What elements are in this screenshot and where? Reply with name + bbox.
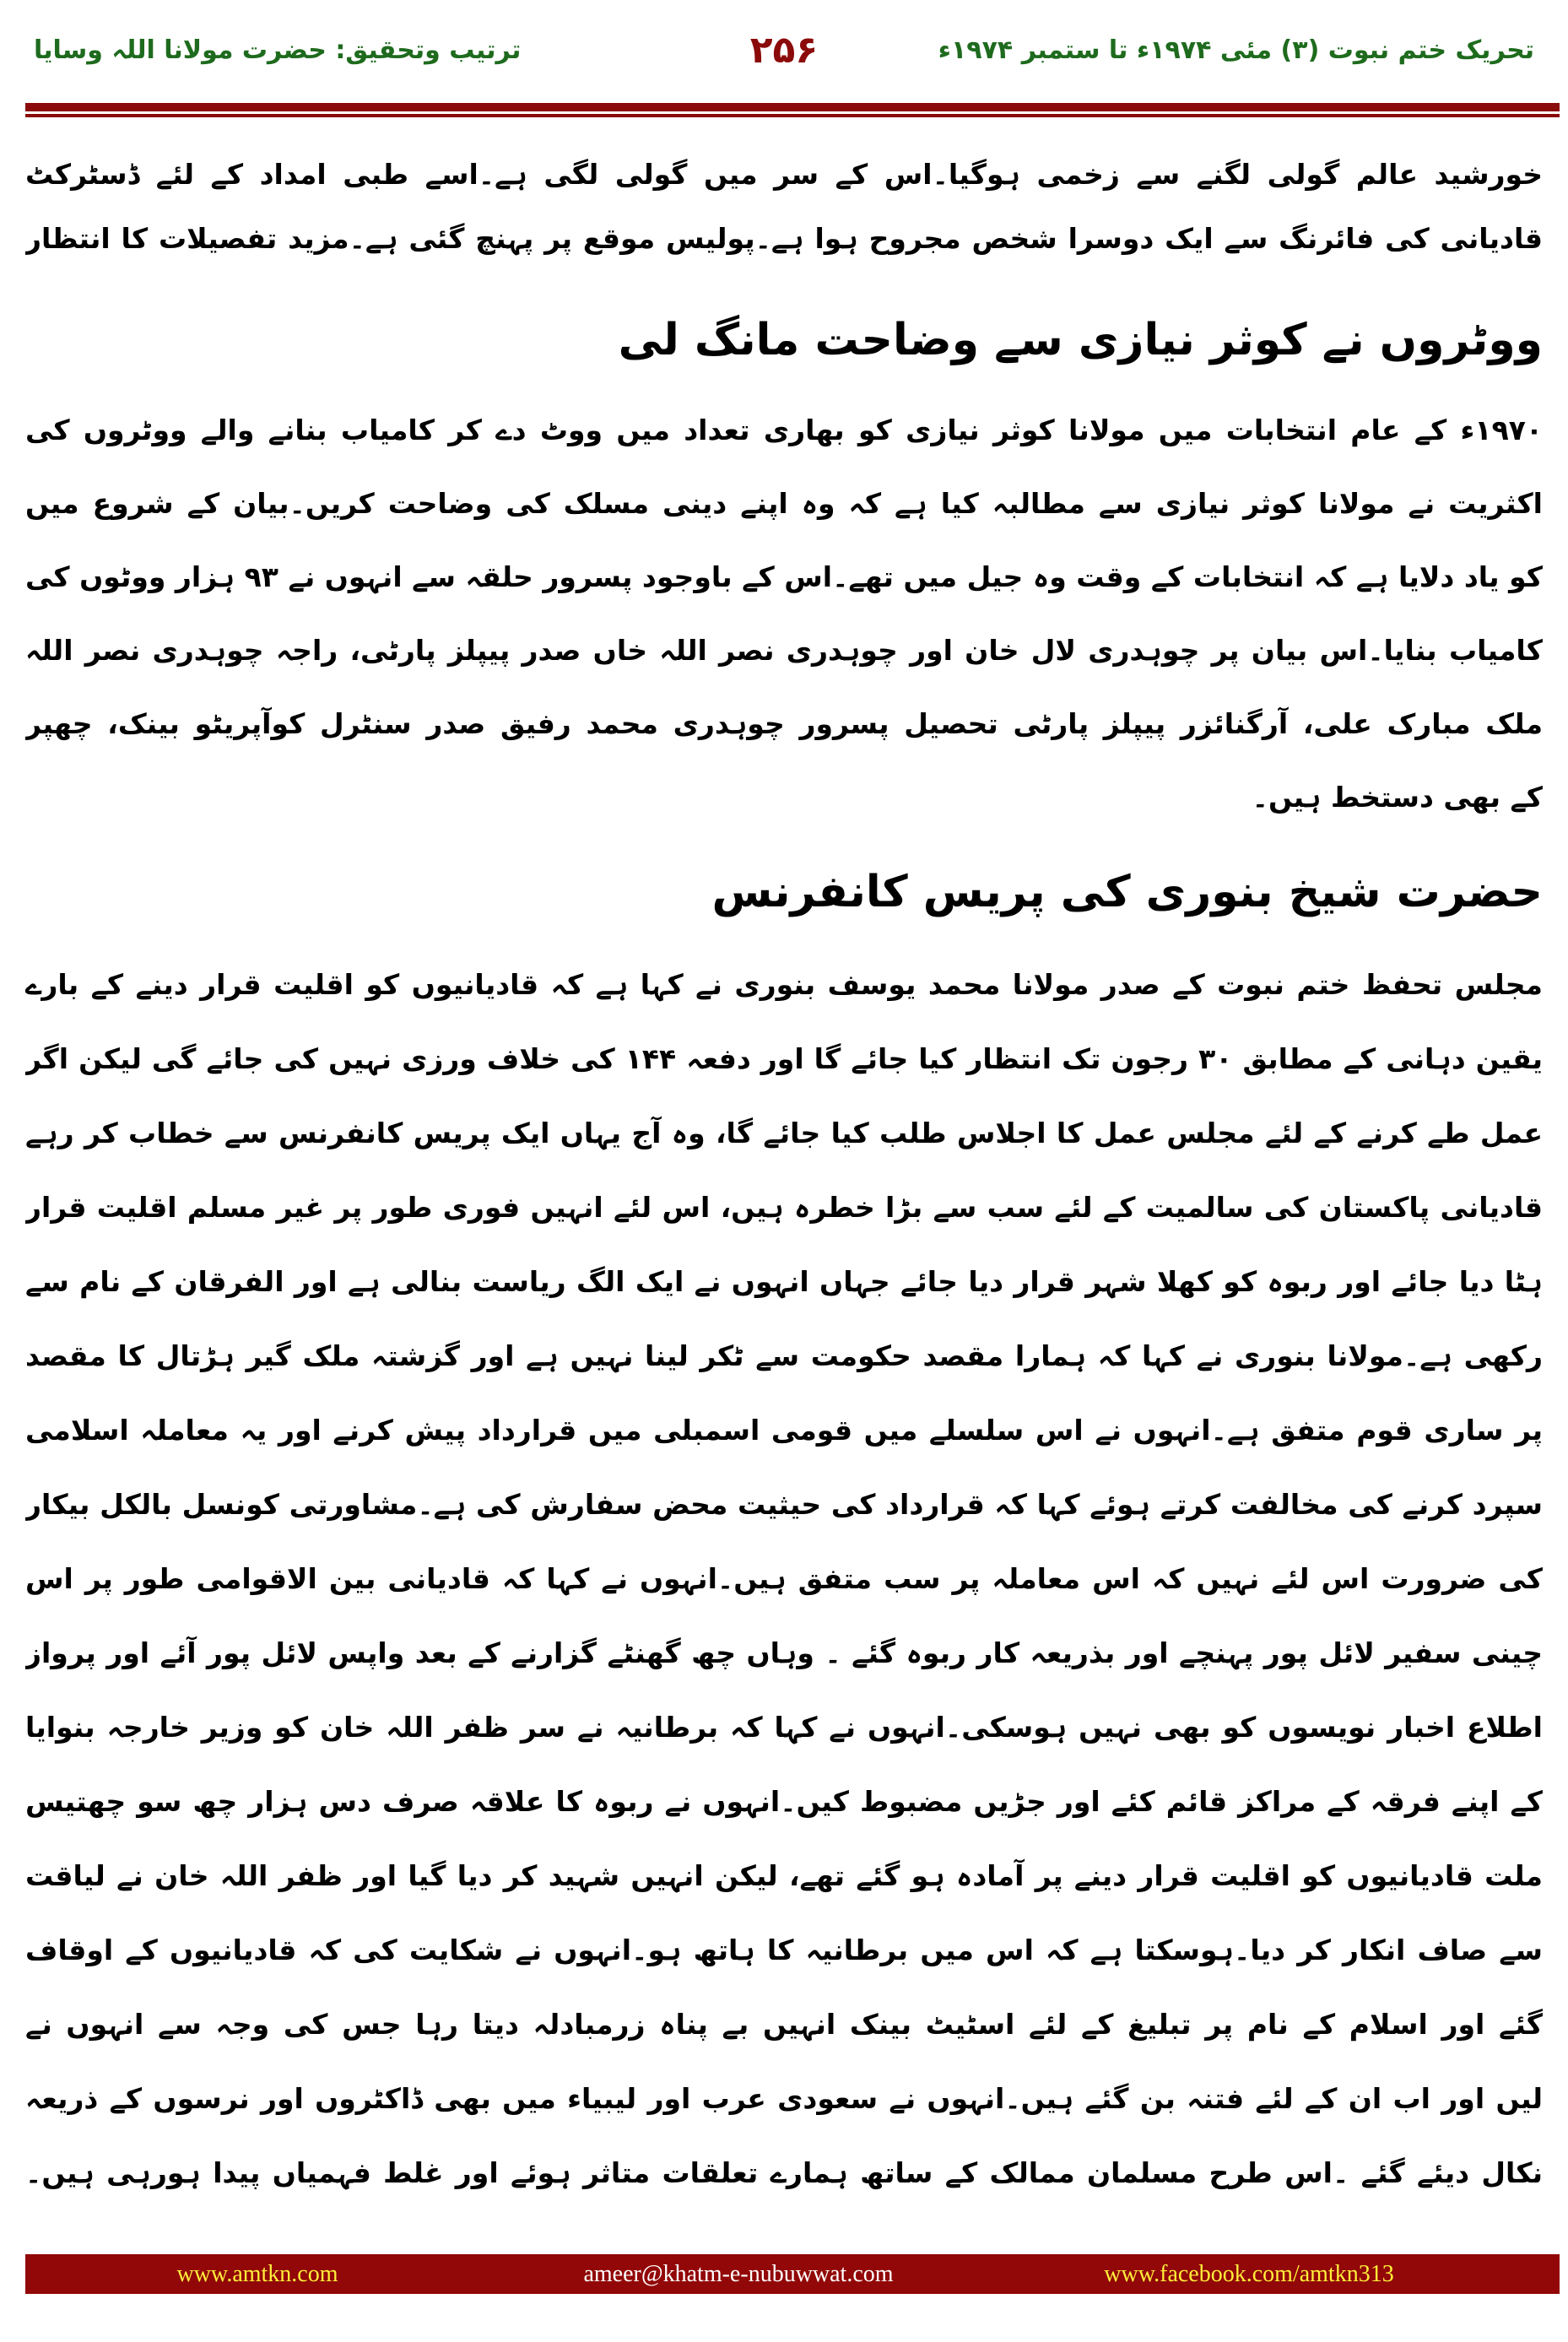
text-line: اطلاع اخبار نویسوں کو بھی نہیں ہوسکی۔انہوں نے کہا کہ برطانیہ نے سر ظفر اللہ خان کو وزیر خارجہ بنوایا	[25, 1711, 1543, 1744]
text-line: کامیاب بنایا۔اس بیان پر چوہدری لال خان اور چوہدری نصر اللہ خاں صدر پیپلز پارٹی، راجہ چوہدری نصر اللہ	[25, 634, 1543, 667]
text-line: قادیانی کی فائرنگ سے ایک دوسرا شخص مجروح ہوا ہے۔پولیس موقع پر پہنچ گئی ہے۔مزید تفصیلات کا انتظار	[25, 222, 1543, 255]
text-line: نکال دیئے گئے ۔اس طرح مسلمان ممالک کے ساتھ ہمارے تعلقات متاثر ہوئے اور غلط فہمیاں پیدا ہورہی ہیں۔	[25, 2156, 1543, 2189]
header-rule-thin	[25, 114, 1560, 117]
text-line: گئے اور اسلام کے نام پر تبلیغ کے لئے اسٹیٹ بینک انہیں بے پناہ زرمبادلہ دیتا رہا جس کی وجہ سے انہوں نے	[25, 2008, 1543, 2041]
email-link[interactable]: ameer@khatm-e-nubuwwat.com	[583, 2261, 894, 2287]
text-line: کے بھی دستخط ہیں۔	[1252, 781, 1543, 814]
section-heading: حضرت شیخ بنوری کی پریس کانفرنس	[711, 867, 1543, 917]
text-line: اکثریت نے مولانا کوثر نیازی سے مطالبہ کیا ہے کہ وہ اپنے دینی مسلک کی وضاحت کریں۔بیان کے شروع میں	[25, 487, 1543, 520]
footer-bar	[25, 2254, 1560, 2294]
text-line: یقین دہانی کے مطابق ۳۰ رجون تک انتظار کیا جائے گا اور دفعہ ۱۴۴ کی خلاف ورزی نہیں کی جائے گی لیکن اگر	[25, 1042, 1543, 1075]
text-line: ملک مبارک علی، آرگنائزر پیپلز پارٹی تحصیل پسرور چوہدری محمد رفیق صدر سنٹرل کوآپریٹو بینک، چھپر	[25, 707, 1543, 740]
text-line: ہٹا دیا جائے اور ربوہ کو کھلا شہر قرار دیا جائے جہاں انہوں نے ایک الگ ریاست بنالی ہے اور الفرقان کے نام سے	[25, 1265, 1543, 1298]
text-line: کے اپنے فرقہ کے مراکز قائم کئے اور جڑیں مضبوط کیں۔انہوں نے ربوہ کا علاقہ صرف دس ہزار چھ سو چھتیس	[25, 1785, 1543, 1818]
header-rule	[25, 103, 1560, 111]
text-line: سپرد کرنے کی مخالفت کرتے ہوئے کہا کہ قرارداد کی حیثیت محض سفارش کی ہے۔مشاورتی کونسل بالکل بیکار	[25, 1488, 1543, 1521]
text-line: کو یاد دلایا ہے کہ انتخابات کے وقت وہ جیل میں تھے۔اس کے باوجود پسرور حلقہ سے انہوں نے ۹۳ ہزار ووٹوں کی	[25, 560, 1543, 593]
compiler-credit: ترتیب وتحقیق: حضرت مولانا اللہ وسایا	[34, 35, 522, 65]
text-line: قادیانی پاکستان کی سالمیت کے لئے سب سے بڑا خطرہ ہیں، اس لئے انہیں فوری طور پر غیر مسلم اقلیت قرار	[25, 1191, 1543, 1224]
text-line: ۱۹۷۰ء کے عام انتخابات میں مولانا کوثر نیازی کو بھاری تعداد میں ووٹ دے کر کامیاب بنانے والے ووٹروں کی	[25, 414, 1543, 446]
text-line: پر ساری قوم متفق ہے۔انہوں نے اس سلسلے میں قومی اسمبلی میں قرارداد پیش کرنے اور یہ معاملہ اسلامی	[25, 1414, 1543, 1447]
text-line: ملت قادیانیوں کو اقلیت قرار دینے پر آمادہ ہو گئے تھے، لیکن انہیں شہید کر دیا گیا اور ظفر اللہ خان نے لیاقت	[25, 1859, 1543, 1892]
page-number: ۲۵۶	[749, 29, 819, 72]
section-heading: ووٹروں نے کوثر نیازی سے وضاحت مانگ لی	[618, 315, 1543, 365]
facebook-link[interactable]: www.facebook.com/amtkn313	[1104, 2261, 1394, 2287]
text-line: مجلس تحفظ ختم نبوت کے صدر مولانا محمد یوسف بنوری نے کہا ہے کہ قادیانیوں کو اقلیت قرار دینے کے بارے	[25, 968, 1543, 1001]
text-line: چینی سفیر لائل پور پہنچے اور بذریعہ کار ربوہ گئے ۔ وہاں چھ گھنٹے گزارنے کے بعد واپس لائل پور آئے اور پرواز	[25, 1636, 1543, 1669]
text-line: رکھی ہے۔مولانا بنوری نے کہا کہ ہمارا مقصد حکومت سے ٹکر لینا نہیں ہے اور گزشتہ ملک گیر ہڑتال کا مقصد	[25, 1339, 1543, 1372]
book-title: تحریک ختم نبوت (۳) مئی ۱۹۷۴ء تا ستمبر ۱۹۷۴ء	[938, 35, 1534, 65]
text-line: کی ضرورت اس لئے نہیں کہ اس معاملہ پر سب متفق ہیں۔انہوں نے کہا کہ قادیانی بین الاقوامی طور پر اس	[25, 1562, 1543, 1595]
text-line: عمل طے کرنے کے لئے مجلس عمل کا اجلاس طلب کیا جائے گا، وہ آج یہاں ایک پریس کانفرنس سے خطاب کر رہے	[25, 1117, 1543, 1149]
text-line: خورشید عالم گولی لگنے سے زخمی ہوگیا۔اس کے سر میں گولی لگی ہے۔اسے طبی امداد کے لئے ڈسٹرکٹ	[25, 158, 1543, 191]
text-line: لیں اور اب ان کے لئے فتنہ بن گئے ہیں۔انہوں نے سعودی عرب اور لیبیاء میں بھی ڈاکٹروں اور نرسوں کے ذریعہ	[25, 2082, 1543, 2115]
text-line: سے صاف انکار کر دیا۔ہوسکتا ہے کہ اس میں برطانیہ کا ہاتھ ہو۔انہوں نے شکایت کی کہ قادیانیوں کے اوقاف	[25, 1934, 1543, 1966]
website-link[interactable]: www.amtkn.com	[176, 2261, 338, 2287]
